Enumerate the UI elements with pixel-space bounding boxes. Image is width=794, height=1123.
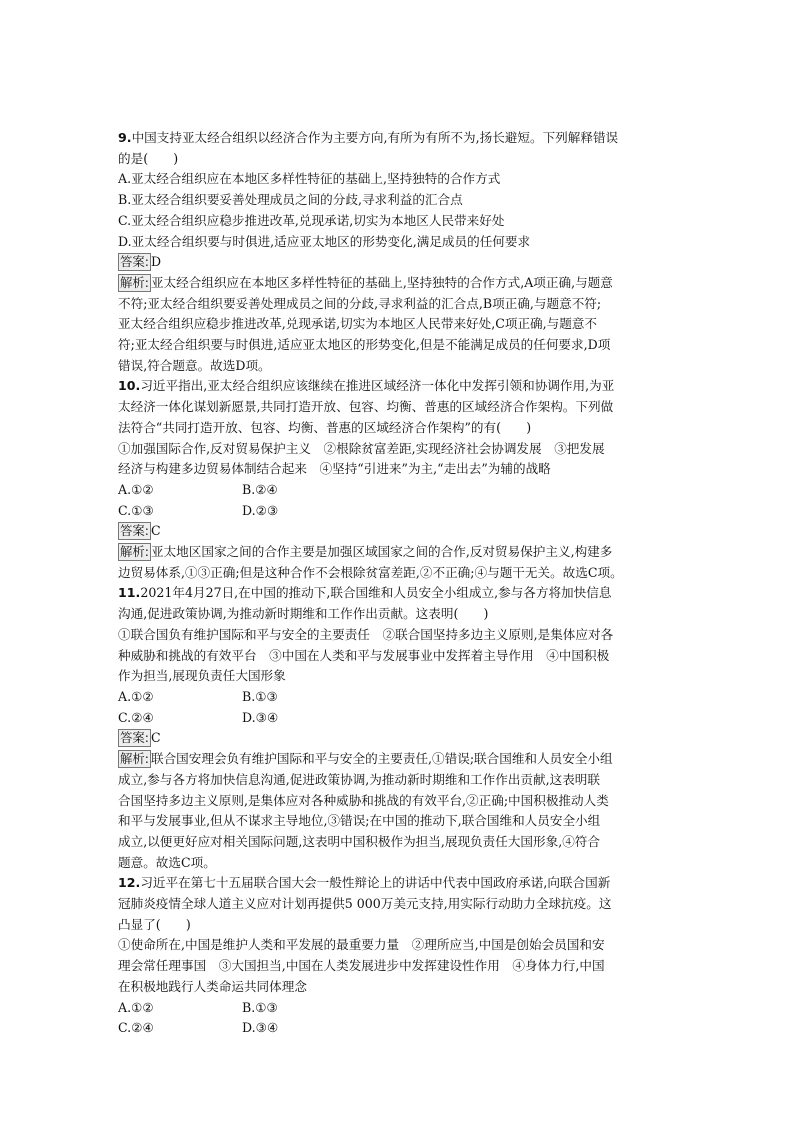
answer-line bbox=[118, 252, 680, 273]
choice-d: D.③④ bbox=[242, 1020, 279, 1036]
answer-label: 答案: bbox=[120, 254, 149, 270]
answer-label: 答案: bbox=[120, 523, 149, 539]
choice-c: C.②④ bbox=[118, 709, 154, 725]
analysis-label: 解析: bbox=[120, 751, 149, 767]
question-stem: 的是( ) bbox=[118, 150, 179, 166]
statement-line: 经济与构建多边贸易体制结合起来 ④坚持“引进来”为主,“走出去”为辅的战略 bbox=[118, 461, 551, 477]
answer-value: C bbox=[150, 523, 161, 539]
answer-label: 答案: bbox=[120, 730, 149, 746]
option-c: C.亚太经合组织应稳步推进改革,兑现承诺,切实为本地区人民带来好处 bbox=[118, 212, 505, 228]
option-b: B.亚太经合组织要妥善处理成员之间的分歧,寻求利益的汇合点 bbox=[118, 192, 463, 208]
analysis-line: 亚太经合组织应稳步推进改革,兑现承诺,切实为本地区人民带来好处,C项正确,与题意不 bbox=[118, 316, 598, 332]
statement-line: 作为担当,展现负责任大国形象 bbox=[118, 668, 286, 684]
analysis-line: 不符;亚太经合组织要妥善处理成员之间的分歧,寻求利益的汇合点,B项正确,与题意不符; bbox=[118, 295, 602, 311]
analysis-line: 边贸易体系,①③正确;但是这种合作不会根除贫富差距,②不正确;④与题干无关。故选C项。 bbox=[118, 564, 623, 580]
choice-a: A.①② bbox=[118, 688, 154, 704]
question-12 bbox=[118, 873, 680, 1039]
question-11 bbox=[118, 583, 680, 873]
statement-line: 理会常任理事国 ③大国担当,中国在人类发展进步中发挥建设性作用 ④身体力行,中国 bbox=[118, 958, 605, 974]
choice-d: D.②③ bbox=[242, 502, 279, 518]
choice-c: C.②④ bbox=[118, 1020, 154, 1036]
choice-a: A.①② bbox=[118, 481, 154, 497]
option-d: D.亚太经合组织要与时俱进,适应亚太地区的形势变化,满足成员的任何要求 bbox=[118, 233, 531, 249]
analysis-line: 合国坚持多边主义原则,是集体应对各种威胁和挑战的有效平台,②正确;中国积极推动人类 bbox=[118, 792, 609, 808]
analysis-label: 解析: bbox=[120, 274, 149, 290]
question-stem: 12.习近平在第七十五届联合国大会一般性辩论上的讲话中代表中国政府承诺,向联合国新 bbox=[118, 875, 611, 891]
statement-line: ①联合国负有维护国际和平与安全的主要责任 ②联合国坚持多边主义原则,是集体应对各 bbox=[118, 626, 614, 642]
question-stem: 法符合“共同打造开放、包容、均衡、普惠的区域经济合作架构”的有( ) bbox=[118, 419, 532, 435]
choice-a: A.①② bbox=[118, 999, 154, 1015]
question-stem: 太经济一体化谋划新愿景,共同打造开放、包容、均衡、普惠的区域经济合作架构。下列做 bbox=[118, 399, 614, 415]
analysis-label: 解析: bbox=[120, 544, 149, 560]
statement-line: 种威胁和挑战的有效平台 ③中国在人类和平与发展事业中发挥着主导作用 ④中国积极 bbox=[118, 647, 610, 663]
question-stem: 冠肺炎疫情全球人道主义应对计划再提供5 000万美元支持,用实际行动助力全球抗疫。这 bbox=[118, 896, 612, 912]
question-stem: 凸显了( ) bbox=[118, 916, 191, 932]
choice-b: B.②④ bbox=[242, 481, 278, 497]
choice-row bbox=[118, 1018, 680, 1039]
analysis-line: 成立,参与各方将加快信息沟通,促进政策协调,为推动新时期维和工作作出贡献,这表明联 bbox=[118, 771, 600, 787]
question-stem: 9.中国支持亚太经合组织以经济合作为主要方向,有所为有所不为,扬长避短。下列解释错误 bbox=[118, 130, 619, 145]
answer-line bbox=[118, 521, 680, 542]
choice-row bbox=[118, 998, 680, 1019]
choice-row bbox=[118, 708, 680, 729]
option-a: A.亚太经合组织应在本地区多样性特征的基础上,坚持独特的合作方式 bbox=[118, 171, 501, 187]
statement-line: 在积极地践行人类命运共同体理念 bbox=[118, 978, 307, 994]
answer-line bbox=[118, 728, 680, 749]
question-number: 9. bbox=[118, 130, 132, 145]
question-number: 12. bbox=[118, 875, 141, 891]
question-stem: 11.2021年4月27日,在中国的推动下,联合国维和人员安全小组成立,参与各方将加快信息 bbox=[118, 585, 612, 601]
choice-b: B.①③ bbox=[242, 999, 278, 1015]
analysis-line: 解析: 亚太经合组织应在本地区多样性特征的基础上,坚持独特的合作方式,A项正确,与题意 bbox=[120, 274, 613, 290]
analysis-line: 符;亚太经合组织要与时俱进,适应亚太地区的形势变化,但是不能满足成员的任何要求,D项 bbox=[118, 337, 611, 353]
choice-b: B.①③ bbox=[242, 688, 278, 704]
choice-row bbox=[118, 480, 680, 501]
document-page bbox=[118, 128, 680, 1039]
choice-row bbox=[118, 501, 680, 522]
answer-value: C bbox=[150, 730, 161, 746]
choice-d: D.③④ bbox=[242, 709, 279, 725]
choice-c: C.①③ bbox=[118, 502, 154, 518]
analysis-line: 和平与发展事业,但从不谋求主导地位,③错误;在中国的推动下,联合国维和人员安全小组 bbox=[118, 813, 601, 829]
question-stem: 沟通,促进政策协调,为推动新时期维和工作作出贡献。这表明( ) bbox=[118, 606, 489, 622]
question-10 bbox=[118, 376, 680, 583]
answer-value: D bbox=[150, 254, 162, 270]
statement-line: ①使命所在,中国是维护人类和平发展的最重要力量 ②理所应当,中国是创始会员国和安 bbox=[118, 937, 605, 953]
choice-row bbox=[118, 687, 680, 708]
statement-line: ①加强国际合作,反对贸易保护主义 ②根除贫富差距,实现经济社会协调发展 ③把发展 bbox=[118, 440, 605, 456]
question-number: 10. bbox=[118, 378, 141, 394]
analysis-line: 解析: 亚太地区国家之间的合作主要是加强区域国家之间的合作,反对贸易保护主义,构建多 bbox=[120, 544, 613, 560]
question-stem: 10.习近平指出,亚太经合组织应该继续在推进区域经济一体化中发挥引领和协调作用,为亚 bbox=[118, 378, 615, 394]
analysis-line: 成立,以便更好应对相关国际问题,这表明中国积极作为担当,展现负责任大国形象,④符合 bbox=[118, 833, 600, 849]
question-number: 11. bbox=[118, 585, 141, 601]
analysis-line: 错误,符合题意。故选D项。 bbox=[118, 357, 271, 373]
analysis-line: 解析: 联合国安理会负有维护国际和平与安全的主要责任,①错误;联合国维和人员安全小组 bbox=[120, 751, 613, 767]
question-9 bbox=[118, 128, 680, 376]
analysis-line: 题意。故选C项。 bbox=[118, 854, 216, 870]
